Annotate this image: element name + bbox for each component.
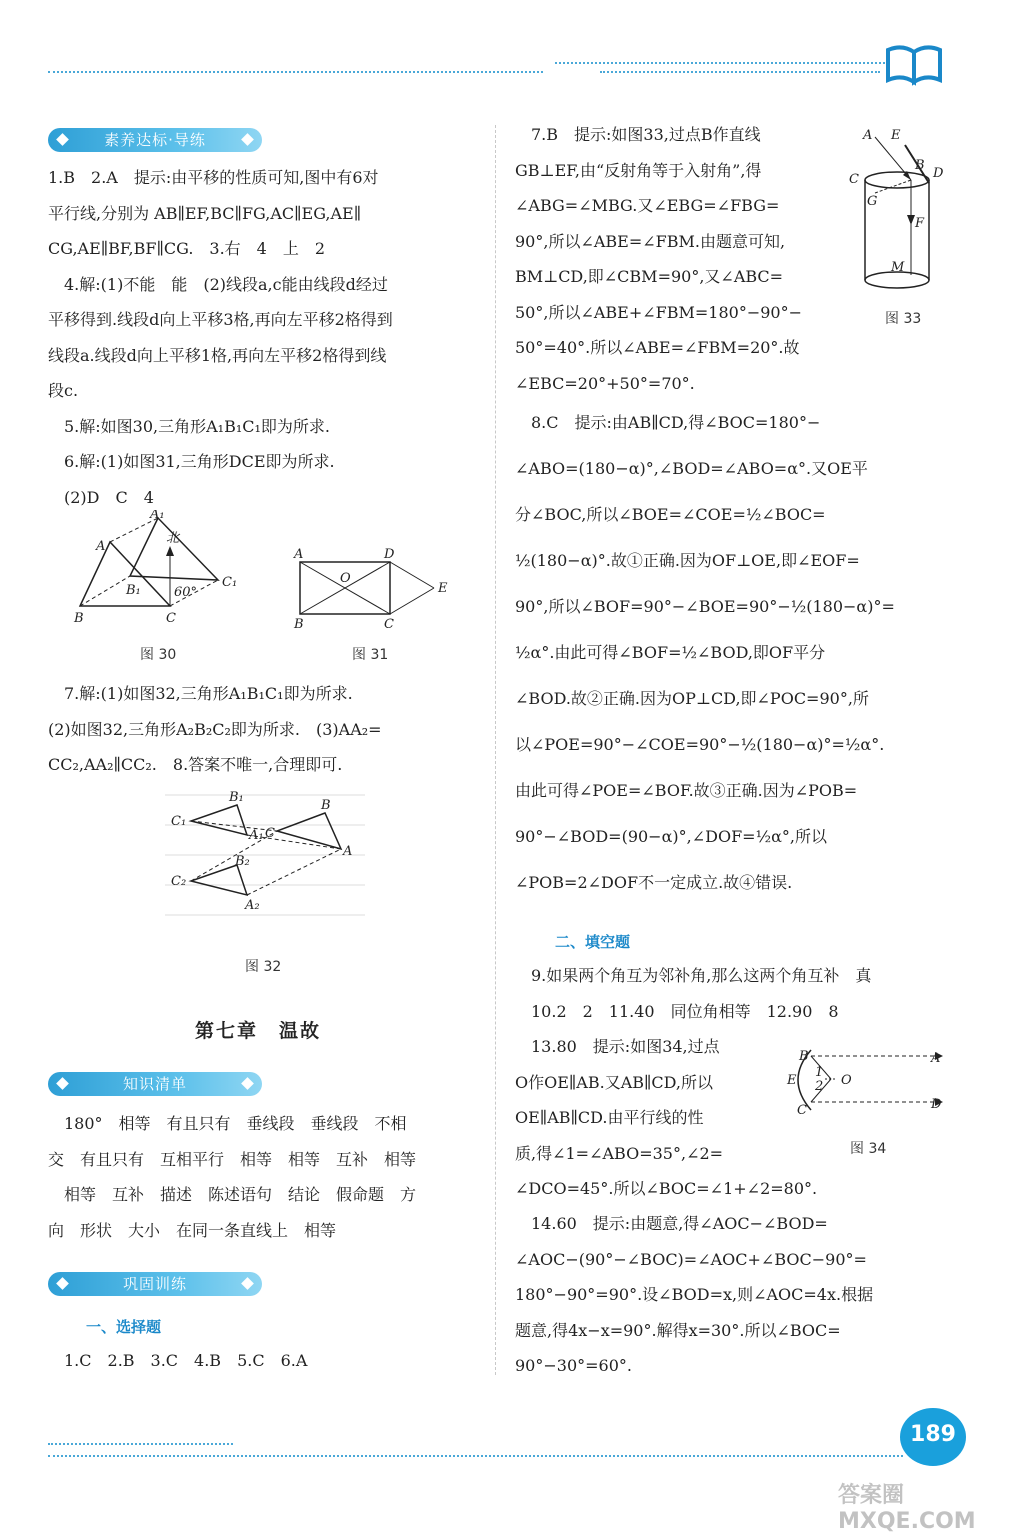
text-line: 90°,所以∠BOF=90°−∠BOE=90°−½(180−α)°= xyxy=(515,597,895,616)
text-line: 线段a.线段d向上平移1格,再向左平移2格得到线 xyxy=(48,345,387,365)
fig32-caption: 图 32 xyxy=(245,959,282,975)
text-line: ∠EBC=20°+50°=70°. xyxy=(515,373,695,393)
text-line: 14.60 提示:由题意,得∠AOC−∠BOD= xyxy=(515,1214,828,1233)
fig33-label: A xyxy=(863,128,873,143)
text-line: 段c. xyxy=(48,381,79,400)
text-line: 90°−∠BOD=(90−α)°,∠DOF=½α°,所以 xyxy=(515,827,827,846)
left-section1-text2 xyxy=(48,676,473,783)
fig34-label: 1 xyxy=(815,1065,824,1080)
text-line: 90°−30°=60°. xyxy=(515,1356,632,1375)
fig34-label: A xyxy=(931,1051,941,1066)
fig33-label: D xyxy=(933,166,944,181)
figure-32 xyxy=(165,785,365,935)
fig30-label: 北 xyxy=(166,531,180,546)
text-line: 180° 相等 有且只有 垂线段 垂线段 不相 xyxy=(48,1114,407,1133)
fig30-caption: 图 30 xyxy=(140,647,177,663)
text-line: 相等 互补 描述 陈述语句 结论 假命题 方 xyxy=(48,1185,417,1204)
section-banner-knowledge xyxy=(48,1072,262,1096)
text-line: (2)如图32,三角形A₂B₂C₂即为所求. (3)AA₂= xyxy=(48,719,382,739)
fig32-label: A₂ xyxy=(245,898,260,913)
fig32-label: B₁ xyxy=(229,790,244,805)
figure-30 xyxy=(70,510,250,630)
page-number: 189 xyxy=(910,1422,956,1447)
text-line: ∠AOC−(90°−∠BOC)=∠AOC+∠BOC−90°= xyxy=(515,1249,867,1269)
header-dotted-line-mid xyxy=(600,71,880,73)
figure-33 xyxy=(845,125,945,300)
right-q14-text xyxy=(515,1206,940,1384)
fig31-label: C xyxy=(384,617,394,630)
text-line: ∠POB=2∠DOF不一定成立.故④错误. xyxy=(515,873,793,892)
fig32-label: C₁ xyxy=(171,814,187,829)
fig31-label: A xyxy=(294,547,304,562)
fig33-label: C xyxy=(849,172,859,187)
fig33-label: M xyxy=(891,260,905,275)
text-line: 交 有且只有 互相平行 相等 相等 互补 相等 xyxy=(48,1149,417,1169)
text-line: GB⊥EF,由“反射角等于入射角”,得 xyxy=(515,160,762,180)
fig34-label: O xyxy=(841,1073,852,1088)
text-line: OE∥AB∥CD.由平行线的性 xyxy=(515,1108,704,1127)
figure-34 xyxy=(785,1040,945,1120)
fig34-label: C xyxy=(797,1103,807,1118)
text-line: ½α°.由此可得∠BOF=½∠BOD,即OF平分 xyxy=(515,643,826,662)
right-q7-text xyxy=(515,117,845,401)
fig32-label: B xyxy=(321,798,331,813)
text-line: 7.B 提示:如图33,过点B作直线 xyxy=(515,125,761,144)
fig34-label: E xyxy=(787,1073,797,1088)
right-q9-text xyxy=(515,958,940,1029)
text-line: 4.解:(1)不能 能 (2)线段a,c能由线段d经过 xyxy=(48,274,388,294)
fig30-label: 60° xyxy=(174,585,198,600)
fig32-label: A₁ xyxy=(249,828,264,843)
text-line: 5.解:如图30,三角形A₁B₁C₁即为所求. xyxy=(48,416,330,436)
left-section2-text xyxy=(48,1106,473,1248)
chapter-title: 第七章 温故 xyxy=(195,1020,322,1042)
fig34-caption: 图 34 xyxy=(850,1141,887,1157)
right-q8-text xyxy=(515,400,940,906)
right-q13-last xyxy=(515,1171,940,1207)
text-line: 1.C 2.B 3.C 4.B 5.C 6.A xyxy=(48,1351,308,1370)
fig31-label: B xyxy=(294,617,304,630)
text-line: 9.如果两个角互为邻补角,那么这两个角互补 真 xyxy=(515,966,872,985)
right-q13-text xyxy=(515,1029,785,1171)
banner-label: 巩固训练 xyxy=(122,1275,187,1293)
fig33-label: G xyxy=(867,194,878,209)
fig34-label: 2 xyxy=(815,1079,824,1094)
text-line: 13.80 提示:如图34,过点 xyxy=(515,1037,720,1056)
section-banner-literacy xyxy=(48,128,262,152)
fig33-label: E xyxy=(891,128,901,143)
text-line: 平移得到.线段d向上平移3格,再向左平移2格得到 xyxy=(48,310,393,329)
text-line: 50°,所以∠ABE+∠FBM=180°−90°− xyxy=(515,302,803,322)
fig33-caption: 图 33 xyxy=(885,311,922,327)
text-line: 由此可得∠POE=∠BOF.故③正确.因为∠POB= xyxy=(515,781,858,800)
text-line: 平行线,分别为 AB∥EF,BC∥FG,AC∥EG,AE∥ xyxy=(48,203,362,223)
left-section1-text xyxy=(48,160,473,515)
fig31-label: D xyxy=(384,547,395,562)
left-section3-answers xyxy=(48,1343,473,1379)
text-line: 8.C 提示:由AB∥CD,得∠BOC=180°− xyxy=(515,413,821,432)
fig30-label: A xyxy=(96,539,106,554)
text-line: ∠ABO=(180−α)°,∠BOD=∠ABO=α°.又OE平 xyxy=(515,459,868,478)
text-line: 10.2 2 11.40 同位角相等 12.90 8 xyxy=(515,1001,839,1021)
banner-label: 素养达标·导练 xyxy=(104,131,206,149)
fig30-label: C₁ xyxy=(222,575,238,590)
text-line: 180°−90°=90°.设∠BOD=x,则∠AOC=4x.根据 xyxy=(515,1285,874,1304)
fig30-label: B₁ xyxy=(126,583,141,598)
fig34-label: B xyxy=(799,1049,809,1064)
text-line: 50°=40°.所以∠ABE=∠FBM=20°.故 xyxy=(515,338,800,357)
watermark: 答案圈 MXQE.COM xyxy=(838,1483,976,1534)
header-dotted-line-left xyxy=(48,71,543,73)
text-line: 分∠BOC,所以∠BOE=∠COE=½∠BOC= xyxy=(515,505,826,524)
fig32-label: A xyxy=(343,844,353,859)
text-line: ∠DCO=45°.所以∠BOC=∠1+∠2=80°. xyxy=(515,1179,818,1198)
text-line: 7.解:(1)如图32,三角形A₁B₁C₁即为所求. xyxy=(48,684,353,703)
text-line: 6.解:(1)如图31,三角形DCE即为所求. xyxy=(48,452,335,471)
text-line: 1.B 2.A 提示:由平移的性质可知,图中有6对 xyxy=(48,168,379,187)
fig33-label: F xyxy=(915,216,925,231)
text-line: CC₂,AA₂∥CC₂. 8.答案不唯一,合理即可. xyxy=(48,755,343,774)
header-dotted-line-right xyxy=(555,62,885,64)
text-line: 以∠POE=90°−∠COE=90°−½(180−α)°=½α°. xyxy=(515,735,885,754)
text-line: BM⊥CD,即∠CBM=90°,又∠ABC= xyxy=(515,267,784,286)
fig30-label: C xyxy=(166,611,176,626)
fig32-label: B₂ xyxy=(235,854,250,869)
figure-31 xyxy=(290,540,460,630)
text-line: (2)D C 4 xyxy=(48,487,154,507)
open-book-icon xyxy=(884,42,944,86)
text-line: ∠ABG=∠MBG.又∠EBG=∠FBG= xyxy=(515,196,780,215)
fig30-label: A₁ xyxy=(150,510,165,522)
text-line: CG,AE∥BF,BF∥CG. 3.右 4 上 2 xyxy=(48,239,326,258)
footer-dotted-line-top xyxy=(48,1443,233,1445)
subheading-choice: 一、选择题 xyxy=(86,1318,162,1336)
fig33-label: B xyxy=(915,158,925,173)
text-line: 向 形状 大小 在同一条直线上 相等 xyxy=(48,1220,337,1240)
fig31-label: E xyxy=(438,581,448,596)
text-line: 90°,所以∠ABE=∠FBM.由题意可知, xyxy=(515,231,786,251)
fig32-label: C₂ xyxy=(171,874,187,889)
column-divider xyxy=(495,125,496,1375)
section-banner-practice xyxy=(48,1272,262,1296)
fig31-label: O xyxy=(340,571,351,586)
banner-label: 知识清单 xyxy=(122,1075,187,1093)
footer-dotted-line xyxy=(48,1455,903,1457)
text-line: O作OE∥AB.又AB∥CD,所以 xyxy=(515,1072,713,1092)
text-line: 题意,得4x−x=90°.解得x=30°.所以∠BOC= xyxy=(515,1320,841,1340)
text-line: ∠BOD.故②正确.因为OP⊥CD,即∠POC=90°,所 xyxy=(515,689,869,708)
text-line: 质,得∠1=∠ABO=35°,∠2= xyxy=(515,1143,724,1163)
fig30-label: B xyxy=(74,611,84,626)
fig34-label: D xyxy=(931,1097,942,1112)
text-line: ½(180−α)°.故①正确.因为OF⊥OE,即∠EOF= xyxy=(515,551,860,570)
subheading-fill: 二、填空题 xyxy=(555,933,631,951)
fig32-label: C xyxy=(265,826,275,841)
fig31-caption: 图 31 xyxy=(352,647,389,663)
